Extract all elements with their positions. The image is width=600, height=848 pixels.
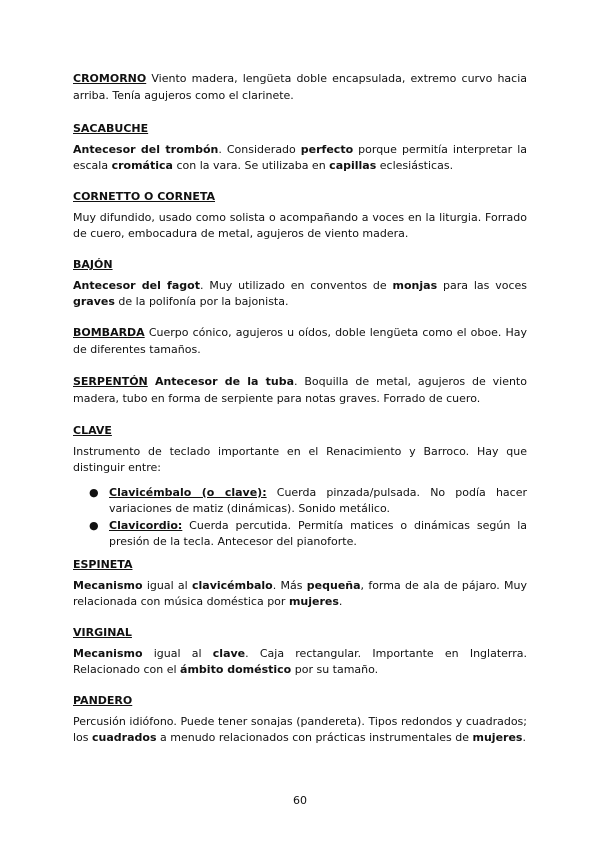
bombarda-heading: BOMBARDA: [73, 326, 145, 339]
serpenton-heading: SERPENTÓN: [73, 375, 148, 388]
section-espineta: [73, 557, 527, 611]
sacabuche-bold-2: perfecto: [300, 142, 354, 156]
clave-bullet-2-text: [109, 518, 527, 551]
sacabuche-bold-3: cromática: [111, 159, 173, 172]
pandero-bold-1: cuadrados: [92, 731, 157, 744]
section-bajon: [73, 257, 527, 311]
cromorno-heading: CROMORNO: [73, 72, 147, 85]
section-clave: [73, 423, 527, 551]
pandero-text-1: Percusión idiófono. Puede tener sonajas (pandereta). Tipos redondos y cuadrados; los: [73, 714, 527, 744]
serpenton-text: . Boquilla de metal, agujeros de viento madera, tubo en forma de serpiente para notas graves. Forrado de cuero.: [73, 375, 527, 405]
clave-bullet-1-body: Cuerda pinzada/pulsada. No podía hacer variaciones de matiz (dinámicas). Sonido metálico.: [109, 485, 527, 515]
virginal-paragraph: [73, 646, 527, 679]
cromorno-paragraph: [73, 71, 527, 104]
espineta-bold-4: mujeres: [288, 595, 339, 608]
clave-bullet-2-body: Cuerda percutida. Permitía matices o dinámicas según la presión de la tecla. Antecesor del pianoforte.: [109, 518, 527, 548]
pandero-bold-2: mujeres: [472, 731, 523, 744]
virginal-text-2: . Caja rectangular. Importante en Inglaterra. Relacionado con el: [73, 646, 527, 676]
virginal-bold-2: clave: [212, 646, 246, 660]
bullet-icon: ●: [89, 485, 99, 499]
sacabuche-text-2: porque permitía interpretar la escala: [73, 142, 527, 172]
bajon-text-1: . Muy utilizado en conventos de: [199, 278, 393, 292]
bajon-bold-1: Antecesor del fagot: [73, 278, 200, 292]
clave-bullet-2: [73, 518, 527, 551]
bombarda-text: Cuerpo cónico, agujeros u oídos, doble lengüeta como el oboe. Hay de diferentes tamaños.: [73, 326, 527, 356]
section-sacabuche: [73, 121, 527, 175]
section-bombarda: [73, 325, 527, 358]
espineta-text-3: , forma de ala de pájaro. Muy relacionada con música doméstica por: [73, 578, 528, 608]
espineta-bold-2: clavicémbalo: [192, 578, 273, 592]
virginal-text-3: por su tamaño.: [291, 663, 379, 676]
section-serpenton: [73, 374, 527, 407]
section-virginal: [73, 625, 527, 679]
virginal-text-1: igual al: [142, 646, 213, 660]
clave-bullet-2-label: Clavicordio:: [109, 518, 183, 532]
cornetto-paragraph: Muy difundido, usado como solista o acompañando a voces en la liturgia. Forrado de cuero, embocadura de metal, agujeros de viento madera.: [73, 210, 527, 240]
bombarda-paragraph: [73, 325, 527, 358]
pandero-paragraph: [73, 714, 527, 747]
bajon-bold-3: graves: [73, 295, 115, 308]
bajon-text-3: de la polifonía por la bajonista.: [114, 295, 289, 308]
bajon-paragraph: [73, 278, 527, 311]
sacabuche-text-1: . Considerado: [218, 142, 301, 156]
espineta-paragraph: [73, 578, 527, 611]
clave-bullet-1: [73, 485, 527, 518]
espineta-bold-1: Mecanismo: [73, 578, 143, 592]
section-cornetto: [73, 189, 527, 243]
section-pandero: [73, 693, 527, 747]
bajon-heading: BAJÓN: [73, 258, 113, 271]
bajon-bold-2: monjas: [392, 278, 438, 292]
clave-bullet-1-label: Clavicémbalo (o clave):: [109, 485, 267, 499]
espineta-bold-3: pequeña: [306, 578, 361, 592]
espineta-text-4: .: [338, 595, 343, 608]
sacabuche-heading: SACABUCHE: [73, 122, 149, 135]
virginal-bold-1: Mecanismo: [73, 646, 143, 660]
espineta-text-1: igual al: [142, 578, 192, 592]
serpenton-bold: Antecesor de la tuba: [147, 375, 294, 388]
pandero-heading: PANDERO: [73, 694, 133, 707]
sacabuche-bold-1: Antecesor del trombón: [73, 142, 219, 156]
virginal-heading: VIRGINAL: [73, 626, 132, 639]
bajon-text-2: para las voces: [437, 278, 527, 292]
serpenton-paragraph: [73, 374, 527, 407]
sacabuche-paragraph: [73, 142, 527, 175]
cornetto-heading: CORNETTO O CORNETA: [73, 190, 216, 203]
espineta-heading: ESPINETA: [73, 558, 133, 571]
clave-heading: CLAVE: [73, 424, 112, 437]
cromorno-text: Viento madera, lengüeta doble encapsulada, extremo curvo hacia arriba. Tenía agujeros como el clarinete.: [73, 72, 527, 102]
clave-bullet-1-text: [109, 485, 527, 518]
clave-paragraph: Instrumento de teclado importante en el Renacimiento y Barroco. Hay que distinguir entre:: [73, 444, 527, 474]
sacabuche-text-4: eclesiásticas.: [376, 159, 454, 172]
page-number: 60: [293, 794, 307, 807]
pandero-text-2: a menudo relacionados con prácticas instrumentales de: [156, 731, 473, 744]
bullet-icon: ●: [89, 518, 99, 532]
sacabuche-text-3: con la vara. Se utilizaba en: [172, 159, 330, 172]
pandero-text-3: .: [522, 731, 526, 744]
espineta-text-2: . Más: [272, 578, 307, 592]
virginal-bold-3: ámbito doméstico: [180, 663, 292, 676]
sacabuche-bold-4: capillas: [329, 159, 377, 172]
section-cromorno: [73, 71, 527, 104]
